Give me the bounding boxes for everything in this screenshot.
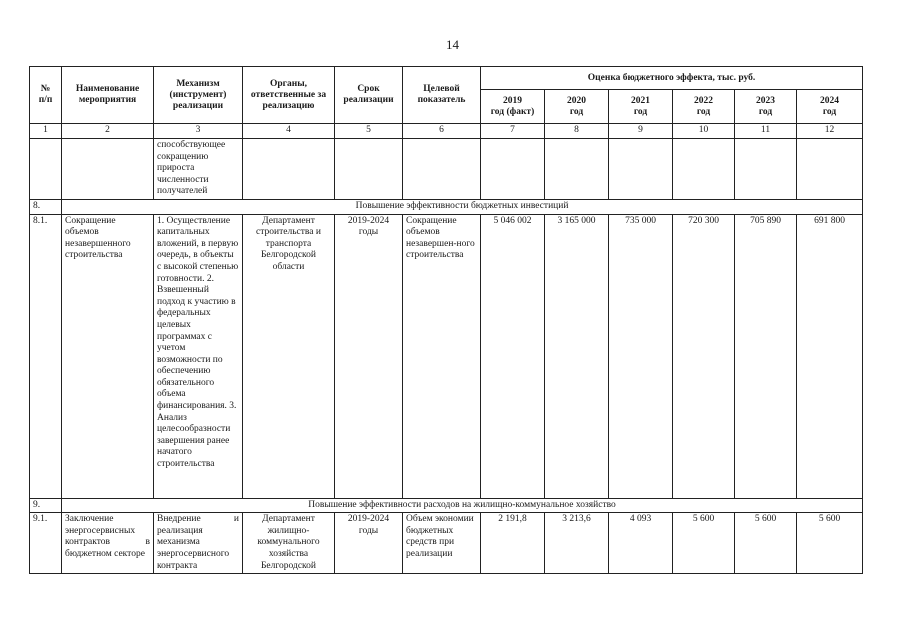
column-number: 11 <box>735 124 797 139</box>
row-responsible-bodies: Департамент строительства и транспорта Белгородской области <box>243 214 335 498</box>
header-year-2019: 2019 год (факт) <box>481 90 545 124</box>
section-number: 9. <box>30 498 62 513</box>
row-mechanism: 1. Осуществление капитальных вложений, в первую очередь, в объекты с высокой степенью готовности. 2. Взвешенный подход к участию в федеральных целевых программах с учетом возможности по обеспечению обязательного объема финансирования. 3. Анализ целесообразности завершения ранее начатого строительства <box>154 214 243 498</box>
column-number: 9 <box>609 124 673 139</box>
section-number: 8. <box>30 199 62 214</box>
row-number: 9.1. <box>30 513 62 574</box>
section-title: Повышение эффективности расходов на жилищно-коммунальное хозяйство <box>62 498 863 513</box>
column-number: 12 <box>797 124 863 139</box>
section-row-9 <box>30 498 863 513</box>
column-number: 4 <box>243 124 335 139</box>
header-number: № п/п <box>30 67 62 124</box>
column-number: 6 <box>403 124 481 139</box>
header-row-1 <box>30 67 863 90</box>
column-number: 5 <box>335 124 403 139</box>
continuation-row <box>30 139 863 200</box>
header-year-2020: 2020 год <box>545 90 609 124</box>
row-target-indicator: Сокращение объемов незавершен-ного строительства <box>403 214 481 498</box>
row-value-2022: 5 600 <box>673 513 735 574</box>
row-name: Заключение энергосервисных контрактов в бюджетном секторе <box>62 513 154 574</box>
row-value-2019: 5 046 002 <box>481 214 545 498</box>
header-year-2021: 2021 год <box>609 90 673 124</box>
header-name: Наименование мероприятия <box>62 67 154 124</box>
row-value-2021: 735 000 <box>609 214 673 498</box>
column-numbers-row <box>30 124 863 139</box>
column-number: 8 <box>545 124 609 139</box>
row-term: 2019-2024 годы <box>335 513 403 574</box>
section-row-8 <box>30 199 863 214</box>
header-year-2022: 2022 год <box>673 90 735 124</box>
column-number: 1 <box>30 124 62 139</box>
column-number: 3 <box>154 124 243 139</box>
row-value-2022: 720 300 <box>673 214 735 498</box>
column-number: 7 <box>481 124 545 139</box>
header-budget-effect: Оценка бюджетного эффекта, тыс. руб. <box>481 67 863 90</box>
row-value-2024: 691 800 <box>797 214 863 498</box>
row-value-2021: 4 093 <box>609 513 673 574</box>
page-number: 14 <box>446 37 459 52</box>
row-target-indicator: Объем экономии бюджетных средств при реализации <box>403 513 481 574</box>
header-term: Срок реализации <box>335 67 403 124</box>
section-title: Повышение эффективности бюджетных инвестиций <box>62 199 863 214</box>
column-number: 2 <box>62 124 154 139</box>
row-value-2024: 5 600 <box>797 513 863 574</box>
row-value-2020: 3 165 000 <box>545 214 609 498</box>
header-responsible-bodies: Органы, ответственные за реализацию <box>243 67 335 124</box>
budget-effect-table <box>29 66 863 574</box>
continuation-mechanism: способствующее сокращению прироста численности получателей <box>154 139 243 200</box>
row-number: 8.1. <box>30 214 62 498</box>
row-mechanism: Внедрение и реализация механизма энергосервисного контракта <box>154 513 243 574</box>
header-mechanism: Механизм (инструмент) реализации <box>154 67 243 124</box>
header-target-indicator: Целевой показатель <box>403 67 481 124</box>
row-value-2023: 5 600 <box>735 513 797 574</box>
header-year-2024: 2024 год <box>797 90 863 124</box>
header-year-2023: 2023 год <box>735 90 797 124</box>
column-number: 10 <box>673 124 735 139</box>
row-value-2020: 3 213,6 <box>545 513 609 574</box>
row-value-2019: 2 191,8 <box>481 513 545 574</box>
row-term: 2019-2024 годы <box>335 214 403 498</box>
row-responsible-bodies: Департамент жилищно-коммунального хозяйства Белгородской <box>243 513 335 574</box>
row-value-2023: 705 890 <box>735 214 797 498</box>
table-row-9-1 <box>30 513 863 574</box>
row-name: Сокращение объемов незавершенного строительства <box>62 214 154 498</box>
table-row-8-1 <box>30 214 863 498</box>
